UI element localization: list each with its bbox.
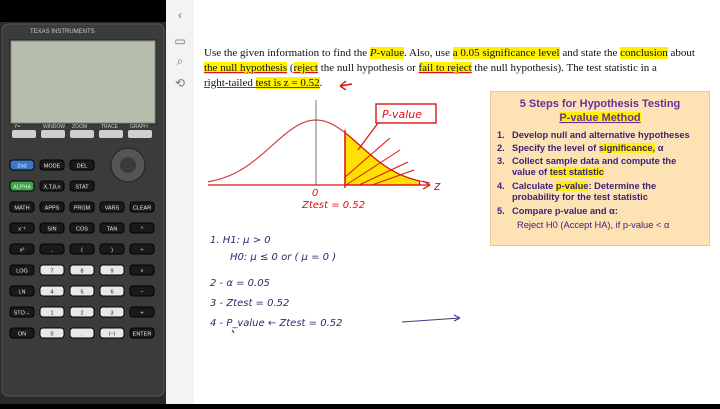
step-1: 1. Develop null and alternative hypotheses [497, 130, 690, 140]
calc-key-label: 4 [50, 289, 54, 296]
ztest-label: Ztest = 0.52 [302, 200, 366, 211]
document-page [194, 0, 720, 404]
calc-key-label: (−) [108, 331, 116, 338]
step2-alpha: 2 - α = 0.05 [210, 278, 270, 289]
calc-key-label: 5 [80, 289, 84, 296]
calculator-brand: TEXAS INSTRUMENTS [30, 29, 95, 35]
calc-key-label: COS [76, 226, 88, 233]
function-key-label: WINDOW [43, 124, 65, 130]
calc-key-label: LOG [16, 268, 28, 275]
function-key-label: GRAPH [130, 124, 148, 130]
calc-key-label: DEL [76, 163, 88, 170]
calc-key-label: 1 [50, 310, 54, 317]
calc-key-label: ALPHA [12, 184, 32, 191]
history-icon[interactable]: ⟲ [174, 76, 186, 90]
search-icon[interactable]: ⌕ [176, 54, 184, 68]
calc-key-label: VARS [104, 205, 120, 212]
function-key[interactable] [12, 130, 36, 138]
function-key-label: Y= [14, 124, 21, 130]
calc-key-label: LN [18, 289, 26, 296]
function-key-label: TRACE [101, 124, 118, 130]
calc-key-label: 2nd [17, 163, 27, 170]
calc-key-label: TAN [106, 226, 118, 233]
calc-key-label: 0 [50, 331, 54, 338]
calc-key-label: ON [17, 331, 27, 338]
side-toolbar [166, 0, 195, 404]
step-4: 4. Calculate p-value: Determine the probability for the test statistic [497, 181, 657, 202]
calc-key-label: MATH [14, 205, 30, 212]
five-steps-card [490, 91, 710, 246]
calc-key-label: + [140, 310, 144, 317]
pvalue-label: P-value [382, 108, 423, 121]
calc-key-label: ^ [140, 226, 144, 233]
calc-key-label: ) [111, 247, 113, 254]
z-axis-label: z [434, 179, 441, 193]
function-key-label: ZOOM [72, 124, 87, 130]
calc-key-label: ENTER [132, 331, 152, 338]
calc-key-label: 3 [110, 310, 114, 317]
calc-key-label: PRGM [73, 205, 91, 212]
card-subtitle: P-value Method [559, 112, 641, 124]
calc-key-label: MODE [43, 163, 61, 170]
calc-key-label: . [81, 331, 83, 338]
function-key[interactable] [41, 130, 65, 138]
step1-h1: 1. H1: μ > 0 [210, 235, 271, 246]
calculator-panel [0, 0, 166, 404]
problem-text: Use the given information to find the P-value. Also, use a 0.05 significance level and state the conclusion about the null hypothesis (reject the null hypothesis or fail to reject the null hypothesis). The test statistic in a right-tailed test is z = 0.52. [204, 47, 695, 89]
step4-pvalue: 4 - P_value ← Ztest = 0.52 [210, 318, 343, 329]
step-3: 3. Collect sample data and compute the value of test statistic [497, 156, 677, 177]
function-key[interactable] [128, 130, 152, 138]
calc-key-label: x⁻¹ [18, 226, 26, 233]
calc-key-label: 2 [80, 310, 84, 317]
calc-key-label: ( [81, 247, 83, 254]
step3-ztest: 3 - Ztest = 0.52 [210, 298, 290, 309]
calc-key-label: STAT [75, 184, 89, 191]
function-key[interactable] [70, 130, 94, 138]
calc-key-label: 9 [110, 268, 114, 275]
calc-key-label: CLEAR [132, 205, 152, 212]
calc-key-label: × [140, 268, 144, 275]
zero-label: 0 [312, 188, 319, 199]
ti84-calculator [0, 0, 166, 404]
card-title: 5 Steps for Hypothesis Testing [519, 98, 681, 110]
step1-h0: H0: μ ≤ 0 or ( μ = 0 ) [230, 252, 337, 263]
calc-key-label: 6 [110, 289, 114, 296]
right-tail-area [345, 133, 420, 185]
calc-key-label: ÷ [140, 247, 144, 254]
calc-key-label: SIN [47, 226, 57, 233]
calc-key-label: , [51, 247, 53, 254]
calc-key-label: STO→ [13, 310, 31, 317]
step-5-rule: Reject H0 (Accept HA), if p-value < α [517, 220, 670, 230]
step-2: 2. Specify the level of significance, α [497, 143, 664, 153]
calc-key-label: X,T,θ,n [43, 184, 61, 191]
back-icon[interactable]: ‹ [178, 8, 182, 22]
calc-key-label: x² [19, 247, 25, 254]
calc-key-label: − [140, 289, 144, 296]
calc-key-label: APPS [44, 205, 60, 212]
calc-key-label: 8 [80, 268, 84, 275]
calc-key-label: 7 [50, 268, 54, 275]
function-key[interactable] [99, 130, 123, 138]
step-5: 5. Compare p-value and α: [497, 206, 618, 216]
tabs-icon[interactable]: ▭ [174, 34, 186, 48]
